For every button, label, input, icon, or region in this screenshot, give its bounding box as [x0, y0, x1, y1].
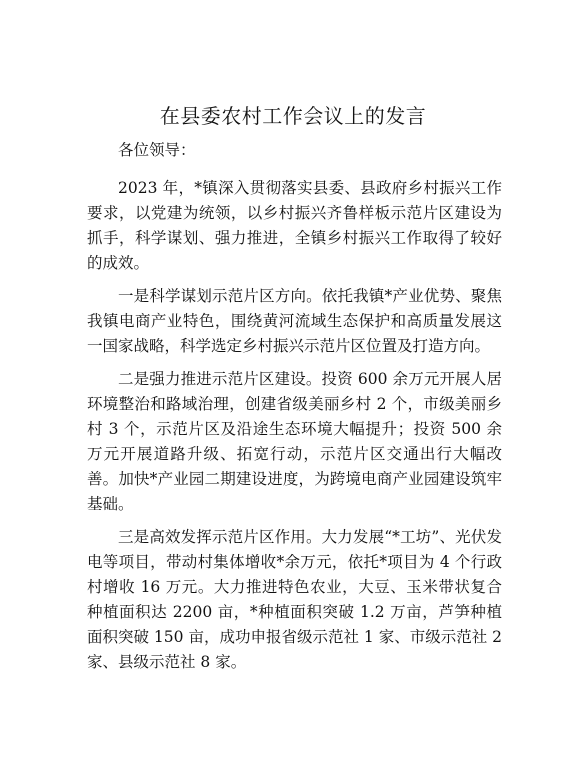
document-title: 在县委农村工作会议上的发言 — [159, 104, 427, 128]
paragraph-point-one: 一是科学谋划示范片区方向。依托我镇*产业优势、聚焦我镇电商产业特色，围绕黄河流域生态保护和高质量发展这一国家战略，科学选定乡村振兴示范片区位置及打造方向。 — [87, 287, 502, 355]
paragraph-point-two: 二是强力推进示范片区建设。投资 600 余万元开展人居环境整治和路域治理，创建省级美丽乡村 2 个，市级美丽乡村 3 个，示范片区及沿途生态环境大幅提升；投资 500 余万元开展道路升级、拓宽行动，示范片区交通出行大幅改善。加快*产业园二期建设进度，为跨境电商产业园建设筑牢基础。 — [87, 370, 502, 513]
paragraph-intro: 2023 年，*镇深入贯彻落实县委、县政府乡村振兴工作要求，以党建为统领，以乡村振兴齐鲁样板示范片区建设为抓手，科学谋划、强力推进，全镇乡村振兴工作取得了较好的成效。 — [87, 179, 502, 272]
paragraph-point-three: 三是高效发挥示范片区作用。大力发展“*工坊”、光伏发电等项目，带动村集体增收*余万元，依托*项目为 4 个行政村增收 16 万元。大力推进特色农业，大豆、玉米带状复合种植面积达 2200 亩，*种植面积突破 1.2 万亩，芦笋种植面积突破 150 亩，成功申报省级示范社 1 家、市级示范社 2 家、县级示范社 8 家。 — [87, 528, 502, 671]
document-body — [87, 138, 502, 675]
salutation: 各位领导： — [118, 141, 196, 159]
